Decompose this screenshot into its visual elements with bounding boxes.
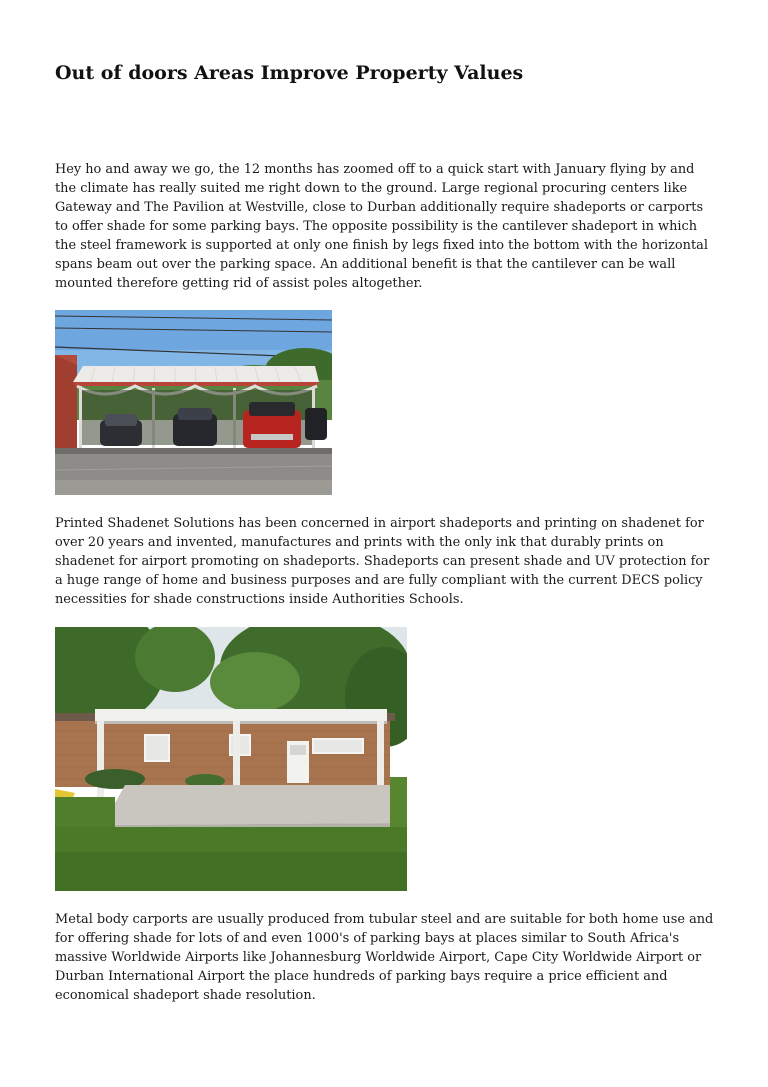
carport-photo: [55, 310, 332, 495]
page-title: Out of doors Areas Improve Property Values: [55, 62, 524, 84]
paragraph-shadenet: Printed Shadenet Solutions has been concerned in airport shadeports and printing on shadenet for over 20 years and invented, manufactures and prints with the only ink that durably prints on shadenet for airport promoting on shadeports. Shadeports can present shade and UV protection for a huge range of home and business purposes and are fully compliant with the current DECS policy necessities for shade constructions inside Authorities Schools.: [55, 516, 710, 607]
house-carport-photo: [55, 627, 407, 891]
paragraph-metal-carports: Metal body carports are usually produced from tubular steel and are suitable for both home use and for offering shade for lots of and even 1000's of parking bays at places similar to South Africa's massive Worldwide Airports like Johannesburg Worldwide Airport, Cape City Worldwide Airport or Durban International Airport the place hundreds of parking bays require a price efficient and economical shadeport shade resolution.: [55, 912, 714, 1003]
paragraph-intro: Hey ho and away we go, the 12 months has zoomed off to a quick start with January flying by and the climate has really suited me right down to the ground. Large regional procuring centers like Gateway and The Pavilion at Westville, close to Durban additionally require shadeports or carports to offer shade for some parking bays. The opposite possibility is the cantilever shadeport in which the steel framework is supported at only one finish by legs fixed into the bottom with the horizontal spans beam out over the parking space. An additional benefit is that the cantilever can be wall mounted therefore getting rid of assist poles altogether.: [55, 162, 708, 291]
